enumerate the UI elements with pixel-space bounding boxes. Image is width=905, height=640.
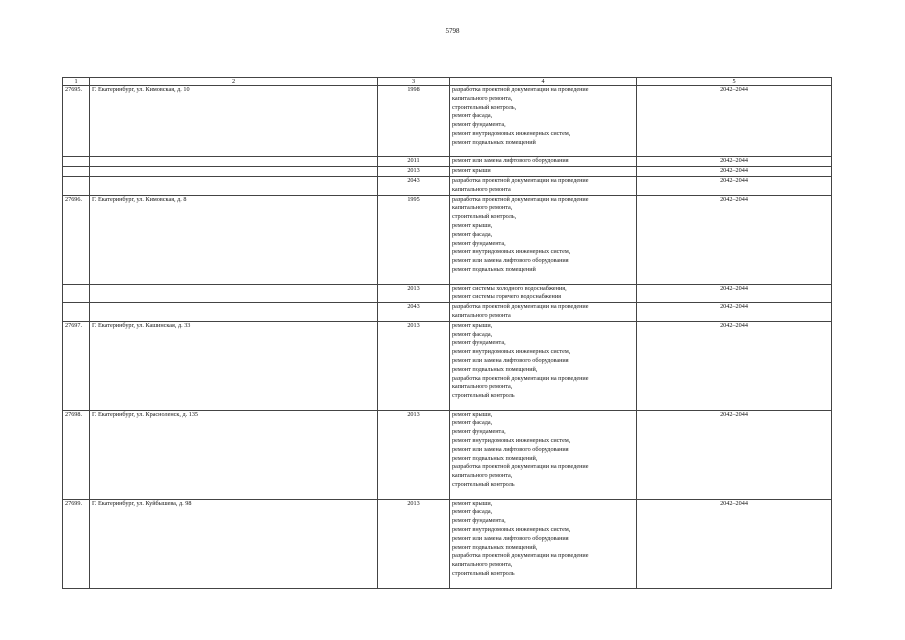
work-item: ремонт подвальных помещений (452, 265, 536, 273)
row-address: Г. Екатеринбург, ул. Кашинская, д. 33 (90, 321, 378, 410)
row-number: 27699. (63, 499, 90, 588)
register-table (62, 77, 832, 589)
work-item: ремонт внутридомовых инженерных систем, (452, 129, 571, 137)
work-item: ремонт или замена лифтового оборудования (452, 534, 569, 542)
row-number: 27695. (63, 86, 90, 157)
work-item: ремонт крыши, (452, 221, 493, 229)
row-period: 2042–2044 (637, 499, 832, 588)
row-address: Г. Екатеринбург, ул. Куйбышева, д. 98 (90, 499, 378, 588)
row-number: 27697. (63, 321, 90, 410)
work-item: ремонт фундамента, (452, 428, 506, 436)
header-col-2: 2 (90, 78, 378, 86)
table-row (63, 499, 832, 588)
row-works (450, 157, 637, 167)
row-address: Г. Екатеринбург, ул. Кимовская, д. 8 (90, 195, 378, 284)
row-year: 2013 (378, 284, 450, 303)
work-item: капитального ремонта, (452, 383, 513, 391)
work-item: строительный контроль (452, 570, 515, 578)
row-period: 2042–2044 (637, 176, 832, 195)
table-row (63, 167, 832, 177)
row-period: 2042–2044 (637, 86, 832, 157)
row-works (450, 303, 637, 322)
row-address (90, 167, 378, 177)
work-item: ремонт крыши (452, 167, 491, 175)
row-number (63, 284, 90, 303)
work-item: капитального ремонта (452, 311, 511, 319)
header-col-5: 5 (637, 78, 832, 86)
table-row (63, 410, 832, 499)
row-year: 2043 (378, 303, 450, 322)
table-row (63, 195, 832, 284)
table-row (63, 321, 832, 410)
row-period: 2042–2044 (637, 410, 832, 499)
work-item: ремонт фундамента, (452, 517, 506, 525)
work-item: разработка проектной документации на проведение (452, 195, 589, 203)
work-item: ремонт или замена лифтового оборудования (452, 356, 569, 364)
table-row (63, 303, 832, 322)
table-row (63, 284, 832, 303)
header-row (63, 78, 832, 86)
spacer (452, 401, 634, 410)
table-header (63, 78, 832, 86)
row-number (63, 303, 90, 322)
work-item: строительный контроль, (452, 103, 517, 111)
row-number: 27698. (63, 410, 90, 499)
header-col-4: 4 (450, 78, 637, 86)
work-item: разработка проектной документации на проведение (452, 463, 589, 471)
work-item: ремонт внутридомовых инженерных систем, (452, 437, 571, 445)
header-col-3: 3 (378, 78, 450, 86)
row-number (63, 167, 90, 177)
row-period: 2042–2044 (637, 303, 832, 322)
spacer (452, 148, 634, 157)
row-works (450, 410, 637, 499)
row-address: Г. Екатеринбург, ул. Кимовская, д. 10 (90, 86, 378, 157)
row-address: Г. Екатеринбург, ул. Красноленск, д. 135 (90, 410, 378, 499)
row-year: 1998 (378, 86, 450, 157)
work-item: ремонт внутридомовых инженерных систем, (452, 348, 571, 356)
table-body (63, 86, 832, 589)
row-address (90, 157, 378, 167)
row-period: 2042–2044 (637, 157, 832, 167)
row-number: 27696. (63, 195, 90, 284)
page-number: 5798 (445, 27, 460, 35)
work-item: ремонт фасада, (452, 419, 493, 427)
work-item: разработка проектной документации на проведение (452, 303, 589, 311)
work-item: ремонт фасада, (452, 508, 493, 516)
work-item: капитального ремонта (452, 185, 511, 193)
work-item: ремонт системы горячего водоснабжения (452, 293, 561, 301)
work-item: строительный контроль (452, 392, 515, 400)
spacer (452, 275, 634, 284)
work-item: ремонт внутридомовых инженерных систем, (452, 248, 571, 256)
work-item: разработка проектной документации на проведение (452, 86, 589, 93)
table-row (63, 157, 832, 167)
work-item: ремонт системы холодного водоснабжения, (452, 284, 567, 292)
row-works (450, 86, 637, 157)
work-item: ремонт или замена лифтового оборудования (452, 157, 569, 165)
work-item: ремонт фасада, (452, 330, 493, 338)
work-item: ремонт подвальных помещений (452, 138, 536, 146)
work-item: капитального ремонта, (452, 472, 513, 480)
table-row (63, 86, 832, 157)
row-period: 2042–2044 (637, 195, 832, 284)
work-item: ремонт или замена лифтового оборудования (452, 257, 569, 265)
row-works (450, 167, 637, 177)
work-item: ремонт фундамента, (452, 121, 506, 129)
row-works (450, 284, 637, 303)
row-works (450, 321, 637, 410)
row-year: 2013 (378, 410, 450, 499)
work-item: ремонт фасада, (452, 230, 493, 238)
row-year: 2013 (378, 167, 450, 177)
row-address (90, 176, 378, 195)
row-year: 1995 (378, 195, 450, 284)
work-item: капитального ремонта, (452, 94, 513, 102)
row-period: 2042–2044 (637, 284, 832, 303)
work-item: ремонт подвальных помещений, (452, 454, 538, 462)
row-works (450, 195, 637, 284)
spacer (452, 490, 634, 499)
work-item: ремонт подвальных помещений, (452, 543, 538, 551)
work-item: ремонт или замена лифтового оборудования (452, 445, 569, 453)
work-item: ремонт крыши, (452, 321, 493, 329)
work-item: разработка проектной документации на проведение (452, 552, 589, 560)
work-item: ремонт фасада, (452, 112, 493, 120)
work-item: ремонт подвальных помещений, (452, 365, 538, 373)
work-item: строительный контроль (452, 481, 515, 489)
row-year: 2013 (378, 321, 450, 410)
row-year: 2011 (378, 157, 450, 167)
work-item: капитального ремонта, (452, 561, 513, 569)
row-number (63, 176, 90, 195)
work-item: строительный контроль, (452, 213, 517, 221)
work-item: разработка проектной документации на проведение (452, 374, 589, 382)
row-address (90, 284, 378, 303)
row-period: 2042–2044 (637, 167, 832, 177)
row-year: 2043 (378, 176, 450, 195)
work-item: ремонт крыши, (452, 410, 493, 418)
table-row (63, 176, 832, 195)
work-item: капитального ремонта, (452, 204, 513, 212)
row-address (90, 303, 378, 322)
work-item: ремонт фундамента, (452, 239, 506, 247)
row-works (450, 499, 637, 588)
row-number (63, 157, 90, 167)
row-period: 2042–2044 (637, 321, 832, 410)
work-item: разработка проектной документации на проведение (452, 176, 589, 184)
row-year: 2013 (378, 499, 450, 588)
work-item: ремонт фундамента, (452, 339, 506, 347)
spacer (452, 579, 634, 588)
work-item: ремонт внутридомовых инженерных систем, (452, 526, 571, 534)
row-works (450, 176, 637, 195)
work-item: ремонт крыши, (452, 499, 493, 507)
header-col-1: 1 (63, 78, 90, 86)
